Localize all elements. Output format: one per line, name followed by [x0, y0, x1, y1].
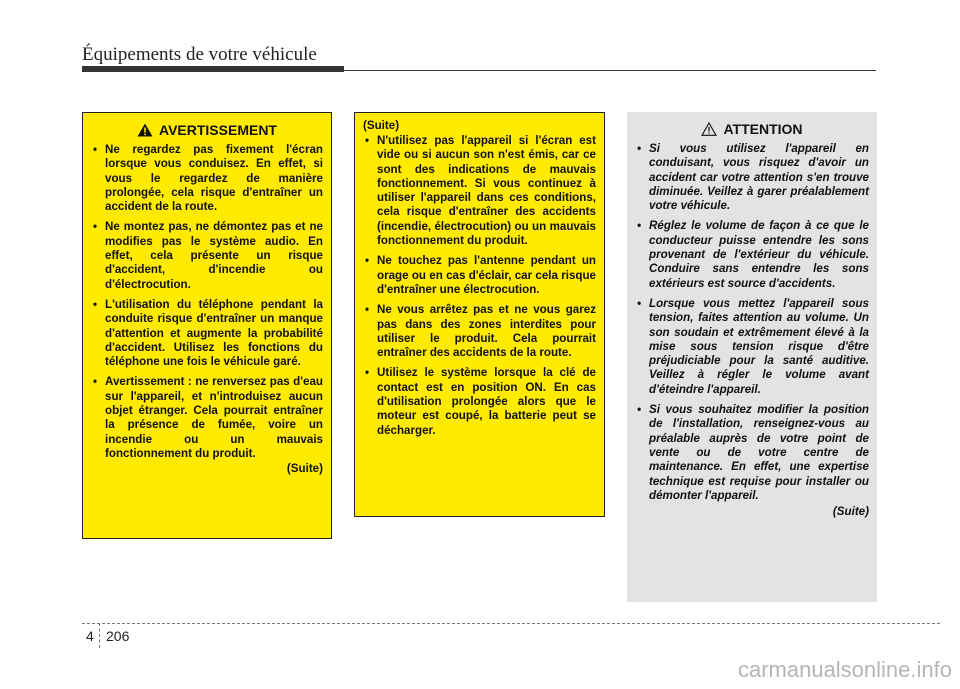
warning-continued-box [354, 112, 605, 517]
footer-rule [82, 623, 940, 624]
list-item: • Ne vous arrêtez pas et ne vous garez pas dans des zones interdites pour utiliser le produit. Cela pourrait entraîner des accidents de la route. [363, 303, 596, 360]
chapter-number: 4 [86, 628, 94, 644]
list-item: • Avertissement : ne renversez pas d'eau sur l'appareil, et n'introduisez aucun objet étranger. Cela pourrait entraîner la présence de fumée, voire un incendie ou un mauvais fonctionnement du produit. [91, 375, 323, 461]
header-rule [344, 70, 876, 71]
header-bar [82, 66, 344, 72]
suite-label: (Suite) [286, 462, 323, 476]
warning-title-text: AVERTISSEMENT [159, 122, 277, 138]
list-item: • Réglez le volume de façon à ce que le conducteur puisse entendre les sons provenant de l'extérieur du véhicule. Conduire sans entendre les sons extérieurs est source d'accidents. [635, 219, 869, 290]
warning-continued-list [363, 134, 596, 438]
page-number: 206 [106, 628, 130, 644]
watermark: carmanualsonline.info [737, 657, 952, 682]
footer-divider [99, 623, 100, 648]
list-item: • N'utilisez pas l'appareil si l'écran est vide ou si aucun son n'est émis, car ce sont des indications de mauvais fonctionnement. Si vous continuez à utiliser l'appareil dans ces conditions, cela risque d'entraîner des accidents (incendie, électrocution) ou un mauvais fonctionnement du produit. [363, 134, 596, 248]
list-item: • Si vous souhaitez modifier la position de l'installation, renseignez-vous au préalable auprès de votre point de vente ou de votre centre de maintenance. En effet, une expertise technique est requise pour installer ou démonter l'appareil. [635, 403, 869, 503]
caution-triangle-icon [701, 122, 717, 136]
warning-triangle-icon [137, 123, 153, 137]
warning-title [91, 119, 323, 141]
list-item: • Lorsque vous mettez l'appareil sous tension, faites attention au volume. Un son soudain et extrêmement élevé à la mise sous tension risque d'être préjudiciable pour la santé auditive. Veillez à régler le volume avant d'éteindre l'appareil. [635, 297, 869, 397]
attention-title-text: ATTENTION [723, 121, 803, 137]
suite-label: (Suite) [832, 505, 869, 519]
list-item: • Ne regardez pas fixement l'écran lorsque vous conduisez. En effet, si vous le regardez de manière prolongée, cela risque d'entraîner un accident de la route. [91, 143, 323, 214]
list-item: • L'utilisation du téléphone pendant la conduite risque d'entraîner un manque d'attention et augmente la probabilité d'accident. Utilisez les fonctions du téléphone une fois le véhicule garé. [91, 298, 323, 369]
list-item: • Utilisez le système lorsque la clé de contact est en position ON. En cas d'utilisation prolongée alors que le moteur est coupé, la batterie peut se décharger. [363, 366, 596, 437]
page-header-title: Équipements de votre véhicule [82, 44, 317, 65]
list-item: • Ne touchez pas l'antenne pendant un orage ou en cas d'éclair, car cela risque d'entraîner une électrocution. [363, 254, 596, 297]
warning-box [82, 112, 332, 539]
suite-label: (Suite) [363, 119, 400, 132]
attention-title [635, 118, 869, 140]
attention-box [627, 112, 877, 602]
list-item: • Si vous utilisez l'appareil en conduisant, vous risquez d'avoir un accident car votre attention s'en trouve diminuée. Veillez à garer préalablement votre véhicule. [635, 142, 869, 213]
warning-list [91, 143, 323, 461]
list-item: • Ne montez pas, ne démontez pas et ne modifies pas le système audio. En effet, cela présente un risque d'accident, d'incendie ou d'électrocution. [91, 220, 323, 291]
attention-list [635, 142, 869, 503]
